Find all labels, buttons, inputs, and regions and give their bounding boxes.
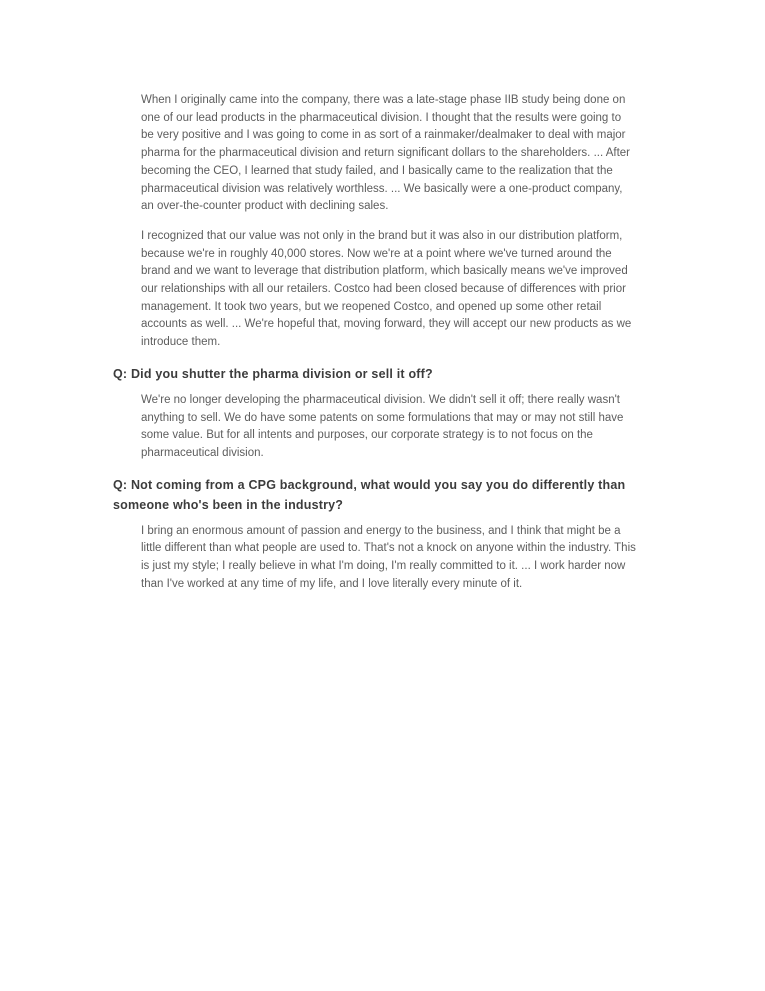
interview-answer-paragraph: I recognized that our value was not only in the brand but it was also in our distribution platform, because we're in roughly 40,000 stores. Now we're at a point where we've turned around the brand and we want to leverage that distribution platform, which basically means we've improved our relationships with all our retailers. Costco had been closed because of differences with prior management. It took two years, but we reopened Costco, and opened up some other retail accounts as well. ... We're hopeful that, moving forward, they will accept our new products as we introduce them.	[141, 229, 632, 349]
interview-answer-paragraph: We're no longer developing the pharmaceutical division. We didn't sell it off; there really wasn't anything to sell. We do have some patents on some formulations that may or may not still have some value. But for all intents and purposes, our corporate strategy is to not focus on the pharmaceutical division.	[141, 393, 624, 459]
interview-answer-paragraph: I bring an enormous amount of passion and energy to the business, and I think that might be a little different than what people are used to. That's not a knock on anyone within the industry. This is just my style; I really believe in what I'm doing, I'm really committed to it. ... I work harder now than I've worked at any time of my life, and I love literally every minute of it.	[141, 524, 636, 590]
interview-question-heading: Q: Did you shutter the pharma division or sell it off?	[113, 366, 433, 381]
interview-question-heading: Q: Not coming from a CPG background, what would you say you do differently than someone who's been in the industry?	[113, 477, 626, 512]
interview-answer-paragraph: When I originally came into the company, there was a late-stage phase IIB study being done on one of our lead products in the pharmaceutical division. I thought that the results were going to be very positive and I was going to come in as sort of a rainmaker/dealmaker to deal with major pharma for the pharmaceutical division and return significant dollars to the shareholders. ... After becoming the CEO, I learned that study failed, and I basically came to the realization that the pharmaceutical division was relatively worthless. ... We basically were a one-product company, an over-the-counter product with declining sales.	[141, 94, 631, 213]
